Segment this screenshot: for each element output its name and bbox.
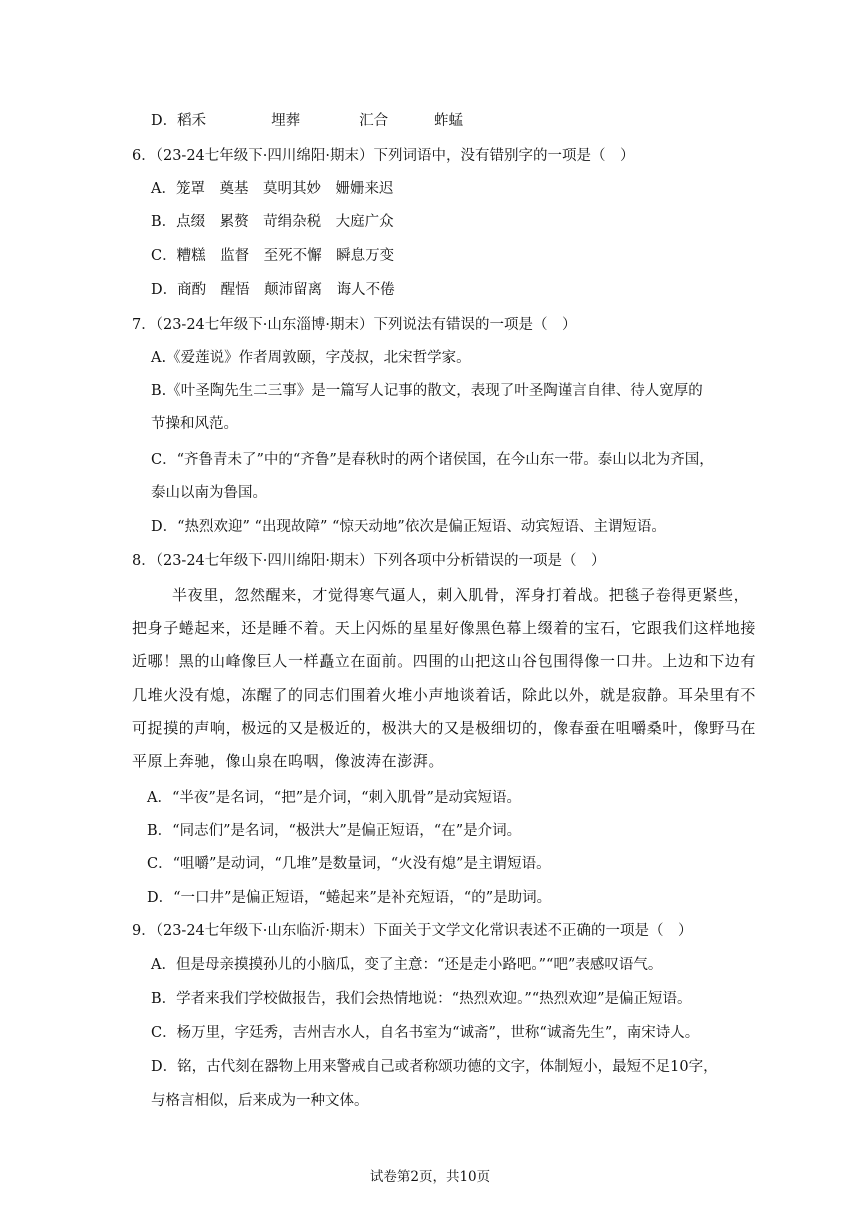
q6-option-c: C．糟糕 监督 至死不懈 瞬息万变: [151, 248, 395, 264]
q8-passage-line: 几堆火没有熄，冻醒了的同志们围着火堆小声地谈着话，除此以外，就是寂静。耳朵里有不: [132, 686, 757, 704]
q7-option-d: D．“热烈欢迎” “出现故障” “惊天动地”依次是偏正短语、动宾短语、主谓短语。: [151, 519, 666, 535]
q9-option-a: A．但是母亲摸摸孙儿的小脑瓜，变了主意：“还是走小路吧。”“吧”表感叹语气。: [151, 957, 663, 973]
q9-stem: 9．（23-24七年级下·山东临沂·期末）下面关于文学文化常识表述不正确的一项是（ ）: [132, 923, 693, 939]
q7-option-b: B.《叶圣陶先生二三事》是一篇写人记事的散文，表现了叶圣陶谨言自律、待人宽厚的: [151, 383, 703, 399]
q9-option-d-cont: 与格言相似，后来成为一种文体。: [151, 1093, 369, 1109]
q6-option-d: D．商酌 醒悟 颠沛留离 诲人不倦: [151, 282, 395, 298]
q7-option-c-cont: 泰山以南为鲁国。: [151, 485, 267, 501]
option-letter: D．: [151, 113, 178, 129]
q9-option-b: B．学者来我们学校做报告，我们会热情地说：“热烈欢迎。”“热烈欢迎”是偏正短语。: [151, 991, 692, 1007]
q6-option-a: A．笼罩 奠基 莫明其妙 姗姗来迟: [151, 181, 394, 197]
q7-option-a: A.《爱莲说》作者周敦颐，字茂叔，北宋哲学家。: [151, 350, 471, 366]
q8-option-a: A．“半夜”是名词，“把”是介词，“刺入肌骨”是动宾短语。: [147, 790, 521, 806]
q6-option-b: B．点缀 累赘 苛绢杂税 大庭广众: [151, 214, 394, 230]
q6-stem: 6．（23-24七年级下·四川绵阳·期末）下列词语中，没有错别字的一项是（ ）: [132, 148, 635, 164]
q9-option-c: C．杨万里，字廷秀，吉州吉水人，自名书室为“诚斋”，世称“诚斋先生”，南宋诗人。: [151, 1025, 700, 1041]
q8-stem: 8．（23-24七年级下·四川绵阳·期末）下列各项中分析错误的一项是（ ）: [132, 553, 606, 569]
word: 汇合: [359, 113, 389, 129]
q8-passage-line: 半夜里，忽然醒来，才觉得寒气逼人，刺入肌骨，浑身打着战。把毯子卷得更紧些，: [172, 586, 750, 604]
q7-option-c: C．“齐鲁青未了”中的“齐鲁”是春秋时的两个诸侯国，在今山东一带。泰山以北为齐国，: [151, 452, 714, 468]
q8-passage-line: 可捉摸的声响，极远的又是极近的，极洪大的又是极细切的，像春蚕在咀嚼桑叶，像野马在: [132, 719, 757, 737]
q5-option-d: [151, 110, 463, 132]
q8-option-b: B．“同志们”是名词，“极洪大”是偏正短语，“在”是介词。: [147, 823, 522, 839]
q8-option-d: D．“一口井”是偏正短语，“蜷起来”是补充短语，“的”是助词。: [147, 890, 552, 906]
word: 稻禾: [177, 113, 207, 129]
q8-passage-line: 把身子蜷起来，还是睡不着。天上闪烁的星星好像黑色幕上缀着的宝石，它跟我们这样地接: [132, 619, 757, 637]
q8-passage-line: 平原上奔驰，像山泉在呜咽，像波涛在澎湃。: [132, 752, 445, 770]
q7-option-b-cont: 节操和风范。: [151, 416, 238, 432]
q7-stem: 7．（23-24七年级下·山东淄博·期末）下列说法有错误的一项是（ ）: [132, 317, 577, 333]
word: 埋葬: [271, 113, 301, 129]
word: 蚱蜢: [434, 113, 464, 129]
q8-passage-line: 近哪！黑的山峰像巨人一样矗立在面前。四围的山把这山谷包围得像一口井。上边和下边有: [132, 652, 757, 670]
q8-option-c: C．“咀嚼”是动词，“几堆”是数量词，“火没有熄”是主谓短语。: [147, 856, 551, 872]
page-footer: 试卷第2页，共10页: [369, 1169, 491, 1185]
q9-option-d: D．铭，古代刻在器物上用来警戒自己或者称颂功德的文字，体制短小，最短不足10字，: [151, 1059, 718, 1075]
